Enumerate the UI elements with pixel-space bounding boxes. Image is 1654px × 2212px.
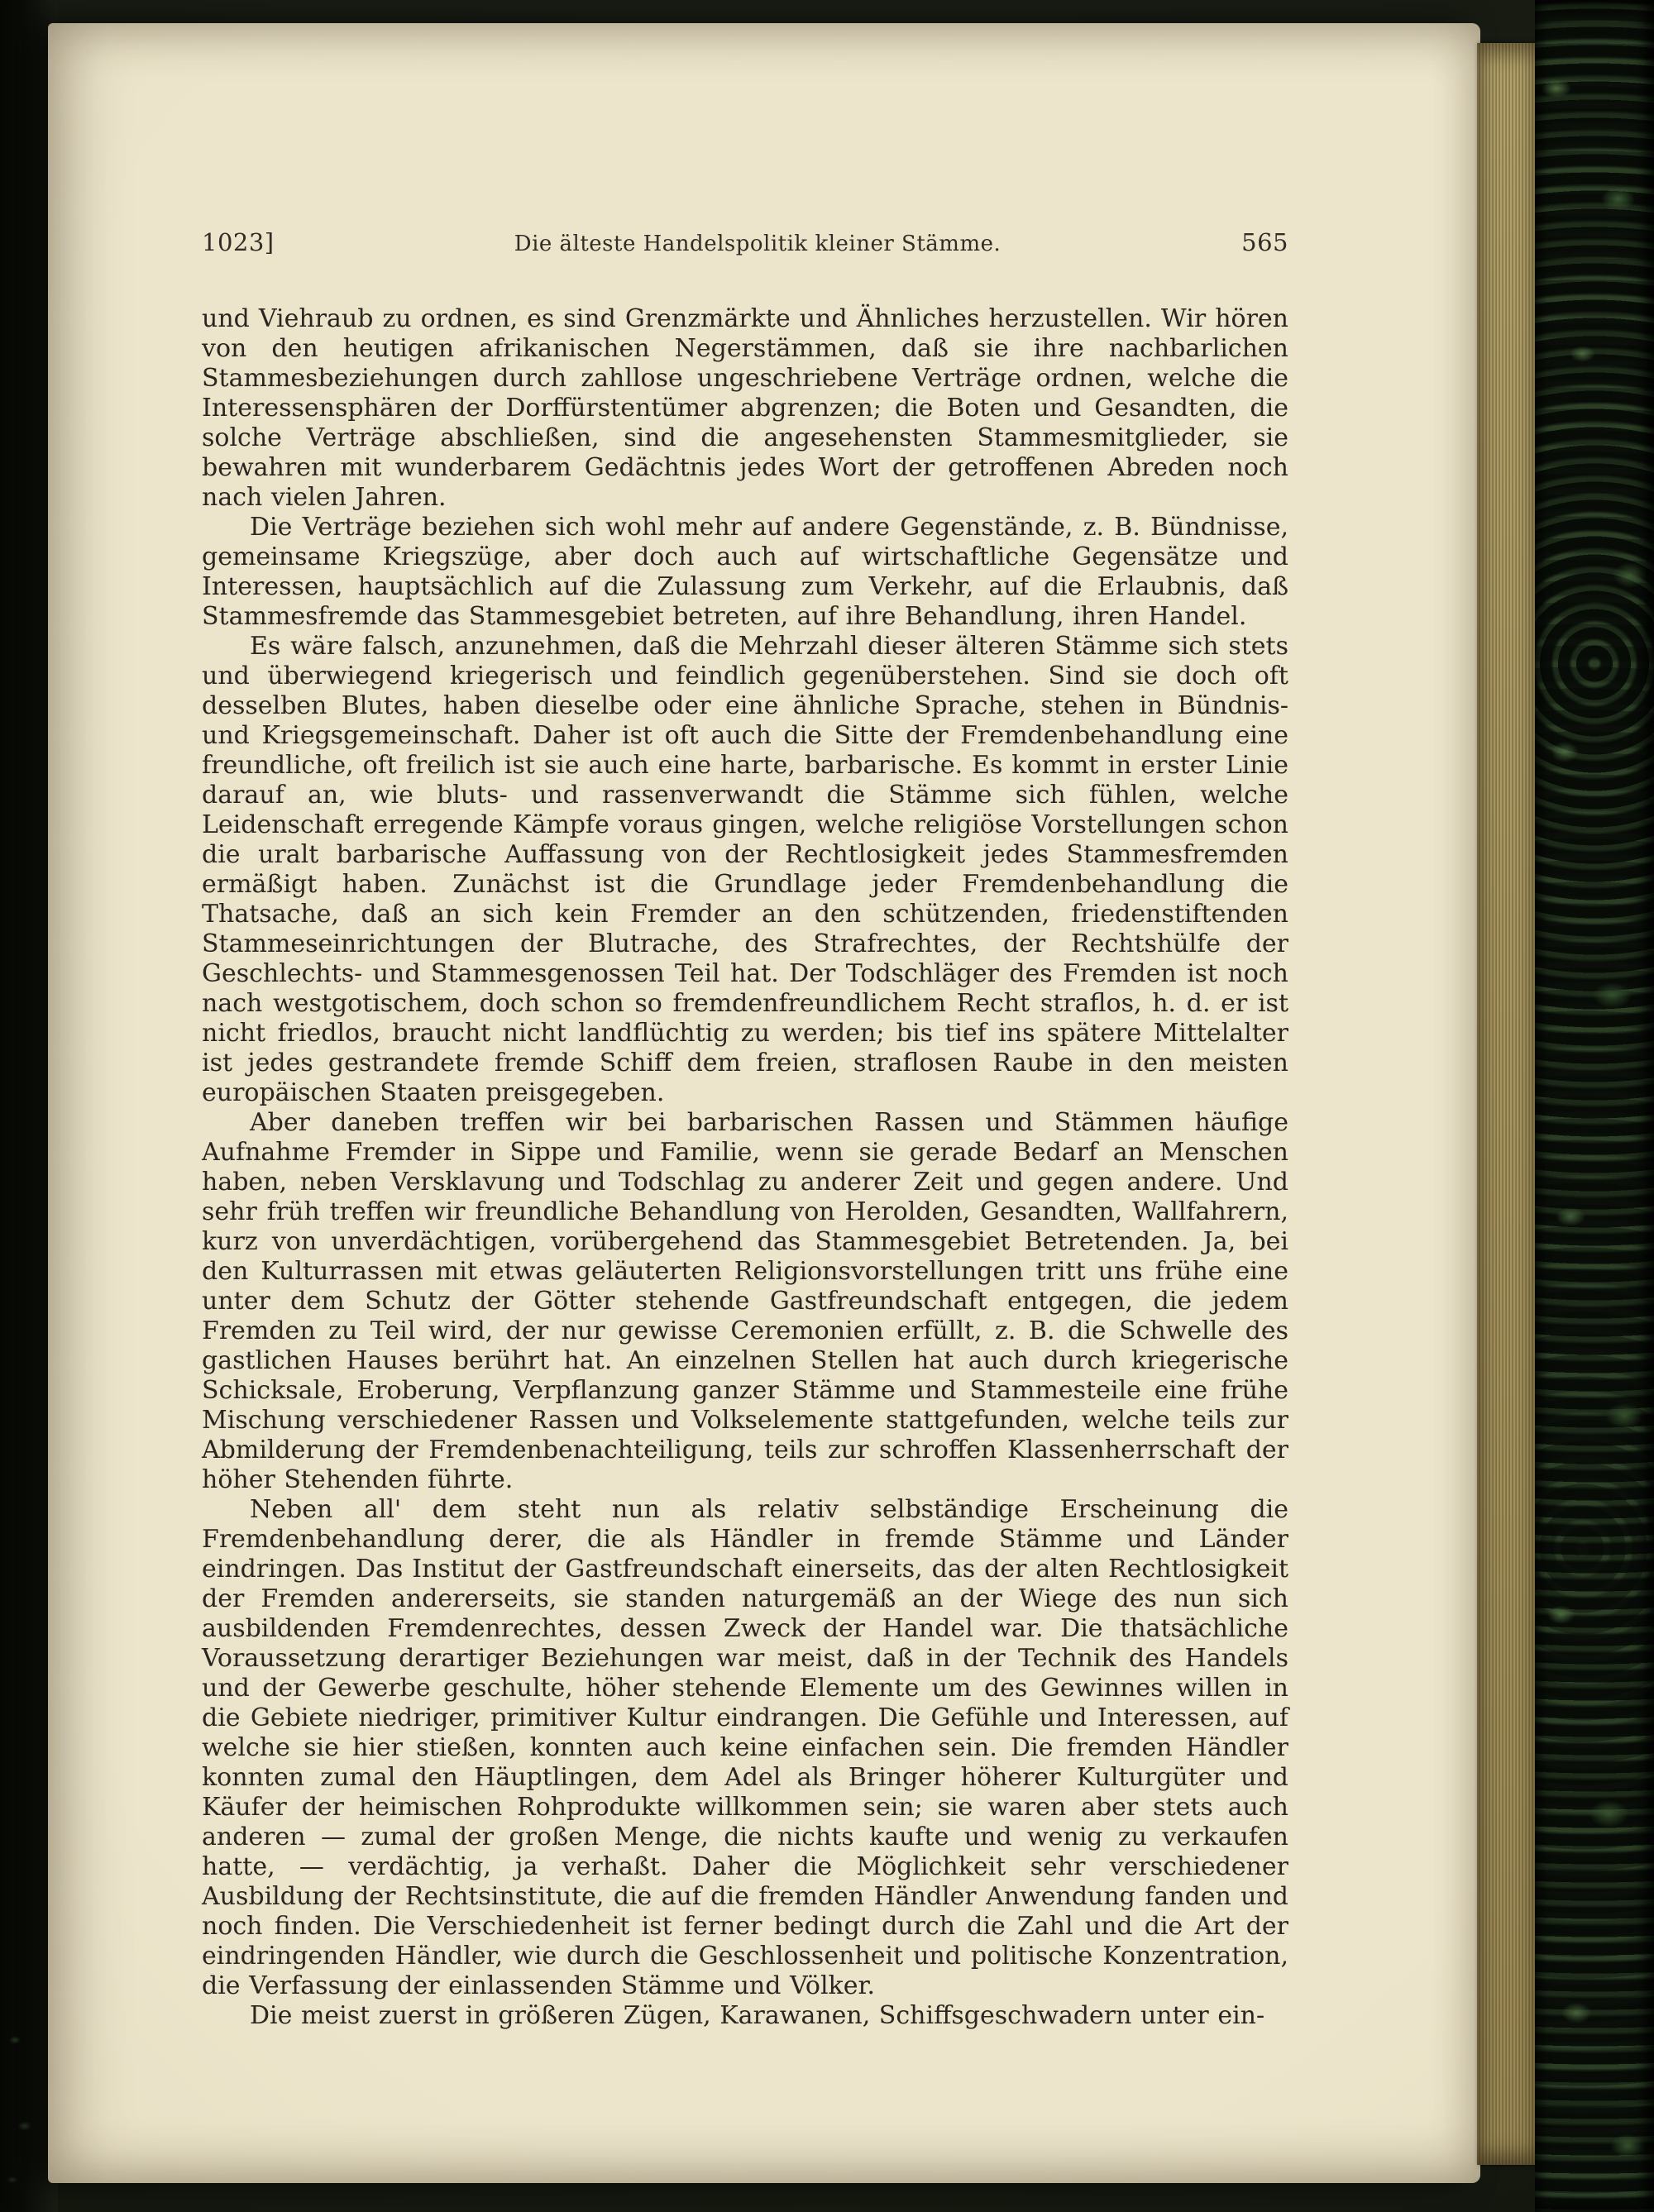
paragraph: Die meist zuerst in größeren Zügen, Karawanen, Schiffsgeschwadern unter ein- — [250, 2001, 1265, 2030]
paragraph: Es wäre falsch, anzunehmen, daß die Mehrzahl dieser älteren Stämme sich stets und überwiegend kriegerisch und feindlich gegenüberstehen. Sind sie doch oft desselben Blutes, haben dieselbe oder eine ähnliche Sprache, stehen in Bündnis- und Kriegsgemeinschaft. Daher ist oft auch die Sitte der Fremdenbehandlung eine freundliche, oft freilich ist sie auch eine harte, barbarische. Es kommt in erster Linie darauf an, wie bluts- und rassenverwandt die Stämme sich fühlen, welche Leidenschaft erregende Kämpfe voraus gingen, welche religiöse Vorstellungen schon die uralt barbarische Auffassung von der Rechtlosigkeit jedes Stammesfremden ermäßigt haben. Zunächst ist die Grundlage jeder Fremdenbehandlung die Thatsache, daß an sich kein Fremder an den schützenden, friedenstiftenden Stammeseinrichtungen der Blutrache, des Strafrechtes, der Rechtshülfe der Geschlechts- und Stammesgenossen Teil hat. Der Todschläger des Fremden ist noch nach westgotischem, doch schon so fremdenfreundlichem Recht straflos, h. d. er ist nicht friedlos, braucht nicht landflüchtig zu werden; bis tief ins spätere Mittelalter ist jedes gestrandete fremde Schiff dem freien, straflosen Raube in den meisten europäischen Staaten preisgegeben. — [202, 632, 1288, 1107]
cover-flecks-left — [0, 1997, 50, 2212]
paragraph: und Viehraub zu ordnen, es sind Grenzmärkte und Ähnliches herzustellen. Wir hören von den heutigen afrikanischen Negerstämmen, daß sie ihre nachbarlichen Stammesbeziehungen durch zahllose ungeschriebene Verträge ordnen, welche die Interessensphären der Dorffürstentümer abgrenzen; die Boten und Gesandten, die solche Verträge abschließen, sind die angesehensten Stammesmitglieder, sie bewahren mit wunderbarem Gedächtnis jedes Wort der getroffenen Abreden noch nach vielen Jahren. — [202, 304, 1288, 512]
book-page — [48, 23, 1480, 2183]
paragraph: Aber daneben treffen wir bei barbarischen Rassen und Stämmen häufige Aufnahme Fremder in Sippe und Familie, wenn sie gerade Bedarf an Menschen haben, neben Versklavung und Todschlag zu anderer Zeit und gegen andere. Und sehr früh treffen wir freundliche Behandlung von Herolden, Gesandten, Wallfahrern, kurz von unverdächtigen, vorübergehend das Stammesgebiet Betretenden. Ja, bei den Kulturrassen mit etwas geläuterten Religionsvorstellungen tritt uns frühe eine unter dem Schutz der Götter stehende Gastfreundschaft entgegen, die jedem Fremden zu Teil wird, der nur gewisse Ceremonien erfüllt, z. B. die Schwelle des gastlichen Hauses berührt hat. An einzelnen Stellen hat auch durch kriegerische Schicksale, Eroberung, Verpflanzung ganzer Stämme und Stammesteile eine frühe Mischung verschiedener Rassen und Volkselemente stattgefunden, welche teils zur Abmilderung der Fremdenbenachteiligung, teils zur schroffen Klassenherrschaft der höher Stehenden führte. — [202, 1108, 1288, 1494]
book-cover — [1535, 0, 1654, 2212]
header-page-number: 565 — [1241, 228, 1288, 256]
page-body — [202, 304, 1288, 2031]
header-running-title: Die älteste Handelspolitik kleiner Stämme. — [514, 232, 1001, 256]
paragraph: Neben all' dem steht nun als relativ selbständige Erscheinung die Fremdenbehandlung derer, die als Händler in fremde Stämme und Länder eindringen. Das Institut der Gastfreundschaft einerseits, das der alten Rechtlosigkeit der Fremden andererseits, sie standen naturgemäß an der Wiege des nun sich ausbildenden Fremdenrechtes, dessen Zweck der Handel war. Die thatsächliche Voraussetzung derartiger Beziehungen war meist, daß in der Technik des Handels und der Gewerbe geschulte, höher stehende Elemente um des Gewinnes willen in die Gebiete niedriger, primitiver Kultur eindrangen. Die Gefühle und Interessen, auf welche sie hier stießen, konnten auch keine einfachen sein. Die fremden Händler konnten zumal den Häuptlingen, dem Adel als Bringer höherer Kulturgüter und Käufer der heimischen Rohprodukte willkommen sein; sie waren aber stets auch anderen — zumal der großen Menge, die nichts kaufte und wenig zu verkaufen hatte, — verdächtig, ja verhaßt. Daher die Möglichkeit sehr verschiedener Ausbildung der Rechtsinstitute, die auf die fremden Händler Anwendung fanden und noch finden. Die Verschiedenheit ist ferner bedingt durch die Zahl und die Art der eindringenden Händler, wie durch die Geschlossenheit und politische Konzentration, die Verfassung der einlassenden Stämme und Völker. — [202, 1495, 1288, 2000]
header-signature: 1023] — [202, 228, 275, 256]
page-header — [202, 228, 1288, 256]
page-edges — [1477, 43, 1538, 2165]
paragraph: Die Verträge beziehen sich wohl mehr auf andere Gegenstände, z. B. Bündnisse, gemeinsame Kriegszüge, aber doch auch auf wirtschaftliche Gegensätze und Interessen, hauptsächlich auf die Zulassung zum Verkehr, auf die Erlaubnis, daß Stammesfremde das Stammesgebiet betreten, auf ihre Behandlung, ihren Handel. — [202, 513, 1288, 631]
